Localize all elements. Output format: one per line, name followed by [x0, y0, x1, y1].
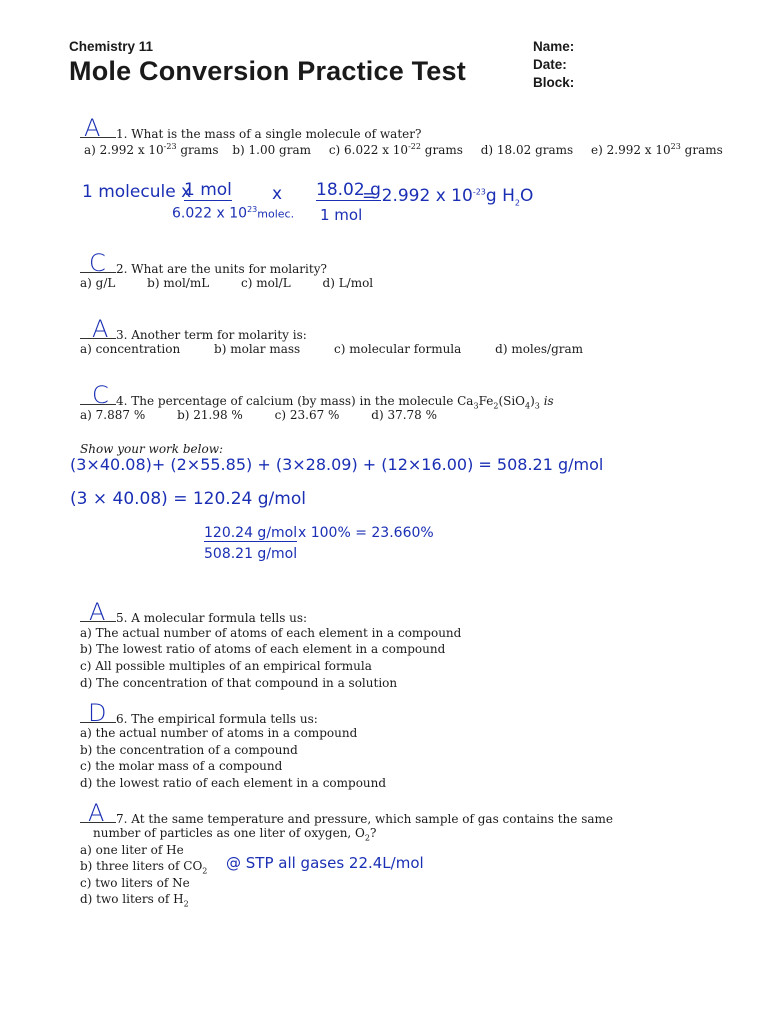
question-7: 7. At the same temperature and pressure, which sample of gas contains the same [80, 810, 613, 826]
show-work-label: Show your work below: [80, 442, 224, 456]
q1-frac1-num: 1 mol [184, 180, 232, 200]
q5-option-a: a) The actual number of atoms of each element in a compound [80, 626, 462, 640]
question-3: 3. Another term for molarity is: [80, 326, 307, 342]
q5-option-d: d) The concentration of that compound in a solution [80, 676, 398, 690]
question-7-cont: number of particles as one liter of oxygen, $O_2$? [93, 826, 377, 843]
q1-work-start: 1 molecule x [82, 182, 192, 202]
q7-option-c: c) two liters of Ne [80, 876, 190, 890]
answer-blank [80, 710, 116, 723]
q3-options: a) concentration b) molar mass c) molecular formula d) moles/gram [80, 342, 584, 356]
name-label: Name: [533, 39, 575, 54]
answer-blank [80, 260, 116, 273]
answer-blank [80, 392, 116, 405]
q1-answer: A [84, 114, 101, 142]
question-5: 5. A molecular formula tells us: [80, 609, 307, 625]
q4-frac-den: 508.21 g/mol [204, 546, 298, 562]
course-title: Chemistry 11 [69, 39, 154, 54]
q6-option-d: d) the lowest ratio of each element in a compound [80, 776, 387, 790]
q1-options: a) 2.992 x $10^{-23}$ grams b) 1.00 gram c) 6.022 x $10^{-22}$ grams d) 18.02 grams e) 2.992 x $10^{23}$ grams [84, 142, 723, 157]
q1-frac2-den: 1 mol [320, 206, 363, 224]
q2-options: a) g/L b) mol/mL c) mol/L d) L/mol [80, 276, 374, 290]
q6-option-b: b) the concentration of a compound [80, 743, 298, 757]
q4-answer: C [92, 381, 109, 409]
q7-option-b: b) three liters of $CO_2$ [80, 859, 208, 876]
question-6: 6. The empirical formula tells us: [80, 710, 318, 726]
answer-blank [80, 125, 116, 138]
q5-option-b: b) The lowest ratio of atoms of each element in a compound [80, 642, 446, 656]
q3-answer: A [92, 315, 109, 343]
q4-frac-tail: x 100% = 23.660% [298, 525, 434, 541]
q7-answer: A [88, 799, 105, 827]
q6-answer: D [88, 699, 107, 727]
question-1: 1. What is the mass of a single molecule of water? [80, 125, 421, 141]
q7-option-a: a) one liter of He [80, 843, 184, 857]
q7-option-d: d) two liters of $H_2$ [80, 892, 189, 909]
q1-times: x [272, 184, 283, 204]
question-2: 2. What are the units for molarity? [80, 260, 327, 276]
q1-result: = 2.992 x $10^{-23}g$ $H_2O$ [362, 186, 534, 208]
q6-option-c: c) the molar mass of a compound [80, 759, 283, 773]
question-4: 4. The percentage of calcium (by mass) in the molecule $Ca_3Fe_2(SiO_4)_3$ is [80, 392, 554, 410]
q5-option-c: c) All possible multiples of an empirical formula [80, 659, 372, 673]
answer-blank [80, 810, 116, 823]
date-label: Date: [533, 57, 567, 72]
q6-option-a: a) the actual number of atoms in a compound [80, 726, 358, 740]
page-title: Mole Conversion Practice Test [69, 56, 466, 86]
q1-frac2-num: 18.02 g [316, 180, 381, 200]
answer-blank [80, 609, 116, 622]
answer-blank [80, 326, 116, 339]
q5-answer: A [89, 598, 106, 626]
q4-work-line2: (3 × 40.08) = 120.24 g/mol [70, 489, 306, 509]
block-label: Block: [533, 75, 575, 90]
q4-frac-num: 120.24 g/mol [204, 525, 298, 541]
q4-options: a) 7.887 % b) 21.98 % c) 23.67 % d) 37.78 % [80, 408, 438, 422]
q2-answer: C [89, 249, 106, 277]
q7-work-note: @ STP all gases 22.4L/mol [226, 854, 424, 872]
q4-work-line1: (3×40.08)+ (2×55.85) + (3×28.09) + (12×16.00) = 508.21 g/mol [70, 455, 604, 474]
q1-frac1-den: 6.022 x $10^{23}molec$. [172, 205, 295, 222]
